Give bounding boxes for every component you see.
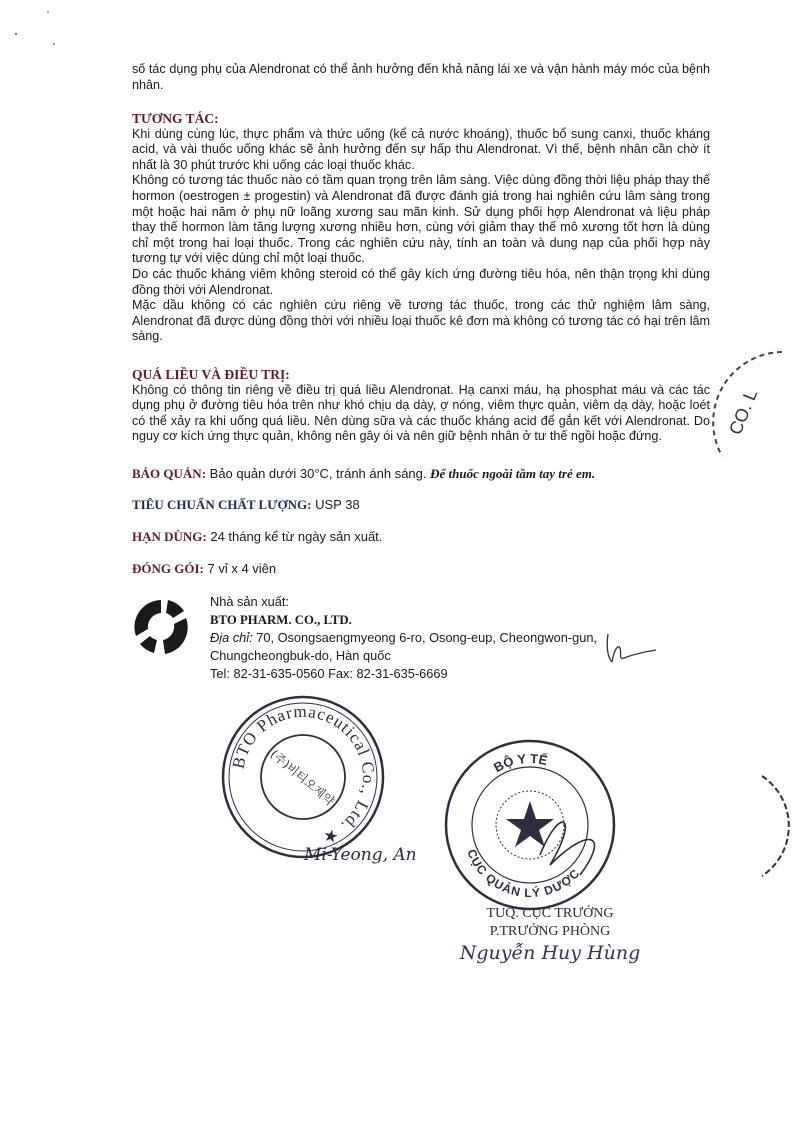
svg-text:BTO Pharmaceutical Co., Ltd. ★: BTO Pharmaceutical Co., Ltd. ★ bbox=[228, 701, 379, 849]
svg-text:Mi-Yeong, An: Mi-Yeong, An bbox=[304, 845, 417, 865]
manufacturer-intro: Nhà sản xuất: bbox=[210, 594, 289, 609]
address-line-1: 70, Osongsaengmyeong 6-ro, Osong-eup, Cheongwon-gun, bbox=[252, 630, 597, 645]
manufacturer-block bbox=[210, 593, 630, 683]
overdose-text: Không có thông tin riêng về điều trị quá liều Alendronat. Hạ canxi máu, hạ phosphat máu và các tác dụng phụ ở đường tiêu hóa trên như khó chịu dạ dày, ợ nóng, viêm thực quản, viêm dạ dày, hoặc loét có thể xảy ra khi uống quá liều. Nên dùng sữa và các thuốc kháng acid để gắn kết với Alendronat. Do nguy cơ kích ứng thực quản, không nên gây ói và nên giữ bệnh nhân ở tư thế ngồi hoặc đứng. bbox=[132, 382, 710, 444]
storage-value: Bảo quản dưới 30°C, tránh ánh sáng. bbox=[206, 466, 431, 481]
signer-name: Nguyễn Huy Hùng bbox=[459, 942, 641, 964]
manufacturer-logo-icon bbox=[130, 596, 192, 658]
initials-signature-icon bbox=[602, 628, 662, 668]
interactions-paragraph-2: Không có tương tác thuốc nào có tầm quan trọng trên lâm sàng. Việc dùng đồng thời liệu pháp thay thế hormon (oestrogen ± progestin) và Alendronat đã được đánh giá trong hai nghiên cứu lâm sàng trong một hoặc hai năm ở phụ nữ loãng xương sau mãn kinh. Sử dụng phối hợp Alendronat và liệu pháp thay thế hormon làm tăng lượng xương nhiều hơn, cùng với giảm thay thế mô xương tốt hơn là dùng chỉ một trong hai loại thuốc. Trong các nghiên cứu này, tính an toàn và dung nạp của phối hợp này tương tự với việc dùng chỉ một loại thuốc. bbox=[132, 173, 710, 266]
manufacturer-contact: Tel: 82-31-635-0560 Fax: 82-31-635-6669 bbox=[210, 666, 448, 681]
ministry-stamp-icon bbox=[440, 735, 620, 915]
standard-label: TIÊU CHUẨN CHẤT LƯỢNG: bbox=[132, 497, 312, 512]
svg-text:BỘ Y TẾ: BỘ Y TẾ bbox=[491, 750, 549, 776]
standard-value: USP 38 bbox=[311, 497, 360, 512]
signature-title-1: TUQ. CỤC TRƯỞNG bbox=[486, 906, 614, 921]
standard-line bbox=[132, 497, 360, 513]
interactions-paragraph-4: Mặc dầu không có các nghiên cứu riêng về tương tác thuốc, trong các thử nghiệm lâm sàng, Alendronat đã được dùng đồng thời với nhiều loại thuốc kê đơn mà không có tương tác có hại trên lâm sàng. bbox=[132, 298, 710, 344]
packaging-value: 7 vỉ x 4 viên bbox=[203, 561, 277, 576]
intro-block bbox=[132, 62, 710, 93]
svg-text:CỤC QUẢN LÝ DƯỢC: CỤC QUẢN LÝ DƯỢC bbox=[464, 847, 583, 901]
overdose-section bbox=[132, 367, 710, 445]
intro-text: số tác dụng phụ của Alendronat có thể ảnh hưởng đến khả năng lái xe và vận hành máy móc của bệnh nhân. bbox=[132, 62, 710, 92]
shelf-life-value: 24 tháng kể từ ngày sản xuất. bbox=[206, 529, 383, 544]
packaging-line bbox=[132, 561, 276, 577]
overdose-heading: QUÁ LIỀU VÀ ĐIỀU TRỊ: bbox=[132, 367, 290, 382]
manufacturer-name: BTO PHARM. CO., LTD. bbox=[210, 613, 352, 627]
shelf-life-line bbox=[132, 529, 382, 545]
address-line-2: Chungcheongbuk-do, Hàn quốc bbox=[210, 648, 391, 663]
storage-warning: Để thuốc ngoài tầm tay trẻ em. bbox=[430, 466, 596, 481]
interactions-section bbox=[132, 111, 710, 345]
interactions-paragraph-1: Khi dùng cùng lúc, thực phẩm và thức uống (kể cả nước khoáng), thuốc bổ sung canxi, thuốc kháng acid, và vài thuốc uống khác sẽ ảnh hưởng đến sự hấp thu Alendronat. Vì thế, bệnh nhân cần chờ ít nhất là 30 phút trước khi uống các loại thuốc khác. bbox=[132, 126, 710, 172]
signature-block bbox=[450, 905, 650, 962]
partial-stamp-edge-bottom-icon bbox=[742, 772, 800, 882]
storage-line bbox=[132, 466, 595, 482]
packaging-label: ĐÓNG GÓI: bbox=[132, 561, 204, 576]
partial-stamp-edge-icon bbox=[712, 346, 800, 476]
manufacturer-address bbox=[210, 629, 630, 647]
interactions-heading: TƯƠNG TÁC: bbox=[132, 111, 219, 126]
interactions-paragraph-3: Do các thuốc kháng viêm không steroid có thể gây kích ứng đường tiêu hóa, nên thận trọng khi dùng đồng thời với Alendronat. bbox=[132, 266, 710, 297]
svg-text:CO. L: CO. L bbox=[725, 386, 762, 438]
corner-marks bbox=[8, 4, 68, 54]
shelf-life-label: HẠN DÙNG: bbox=[132, 529, 207, 544]
handwritten-name-signature bbox=[300, 832, 440, 872]
address-label: Địa chỉ: bbox=[210, 630, 253, 645]
storage-label: BẢO QUẢN: bbox=[132, 466, 207, 481]
svg-text:(주)비티오제약: (주)비티오제약 bbox=[267, 747, 338, 809]
signature-title-2: P.TRƯỞNG PHÒNG bbox=[489, 924, 611, 939]
